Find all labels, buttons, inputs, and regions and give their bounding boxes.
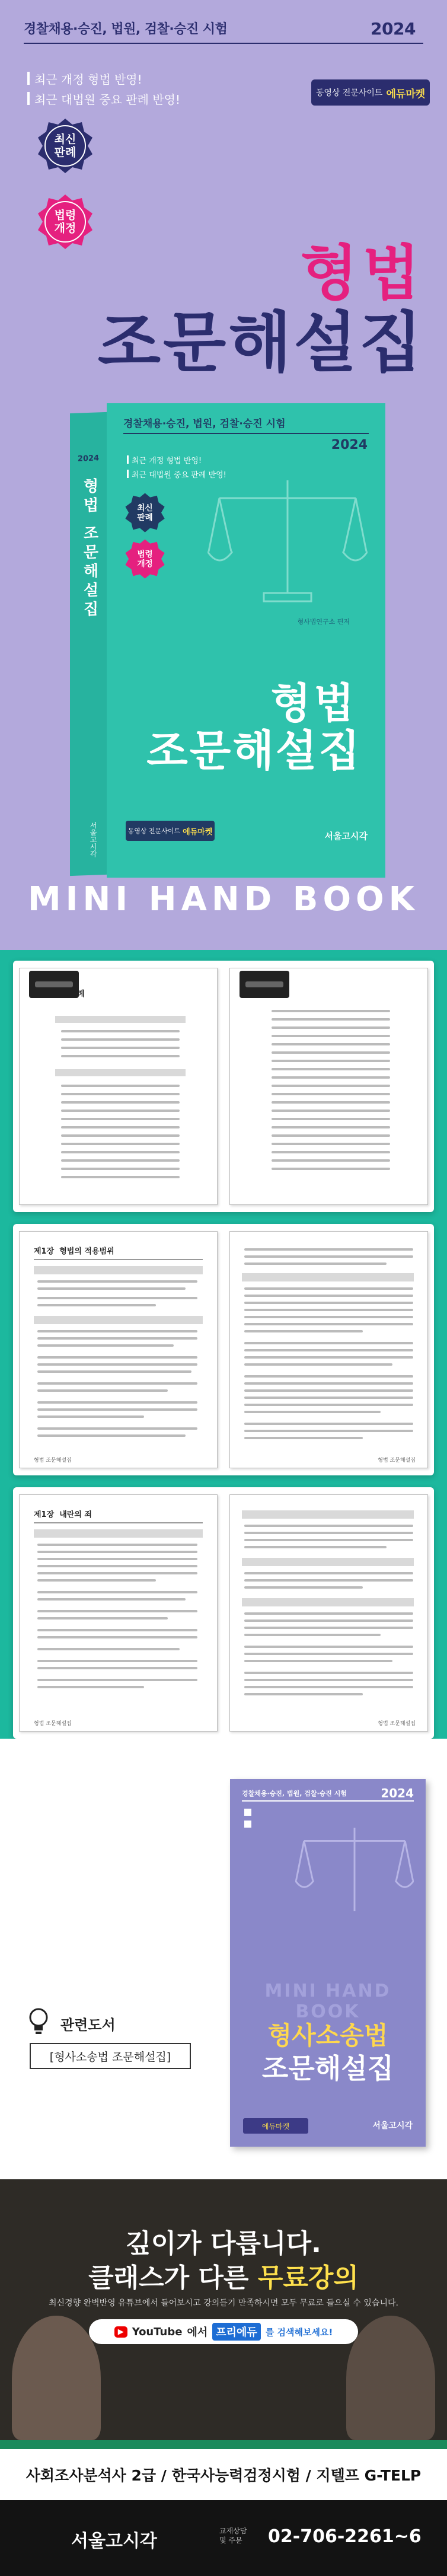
highlight-2: 최근 대법원 중요 판례 반영! xyxy=(27,90,180,107)
cover-title-line1: 형법 xyxy=(270,679,357,728)
chapter-title: 형법의 적용범위 xyxy=(59,1247,114,1256)
lightbulb-icon xyxy=(26,2007,51,2036)
insurrection-page-right xyxy=(229,1494,428,1732)
highlight-1: 최근 개정 형법 반영! xyxy=(27,70,142,87)
exam-subtitle: 경찰채용·승진, 법원, 검찰·승진 시험 2024 xyxy=(24,19,416,39)
scale-icon xyxy=(207,474,368,611)
chapter-title: 내란의 죄 xyxy=(59,1510,92,1519)
instructor-photo xyxy=(12,2316,101,2440)
toc-page-right xyxy=(229,968,428,1205)
phone-number[interactable]: 02-706-2261~6 xyxy=(268,2526,422,2547)
ad-subline: 최신경향 완벽반영 유튜브에서 들어보시고 강의듣기 만족하시면 모두 무료로 들으실 수 있습니다. xyxy=(49,2298,398,2308)
book-cover xyxy=(107,403,385,878)
cover-highlight-1: 최근 개정 형법 반영! xyxy=(127,454,202,466)
page-footer-label: 형법 조문해설집 xyxy=(378,1721,416,1727)
mini-hand-book-text: MINI HAND BOOK xyxy=(27,880,420,919)
cover-year: 2024 xyxy=(331,438,368,452)
publisher-logo: 서울고시각 xyxy=(71,2531,157,2552)
chapter1-preview-frame xyxy=(13,1224,434,1475)
toc-page-left xyxy=(19,968,218,1205)
page-footer-label: 형법 조문해설집 xyxy=(34,1458,72,1464)
preview-section xyxy=(0,950,447,1739)
search-keyword: 프리에듀 xyxy=(212,2323,261,2341)
toc-preview-frame xyxy=(13,961,434,1212)
cover-exam-line: 경찰채용·승진, 법원, 검찰·승진 시험 xyxy=(123,418,286,430)
chapter-insurrection-preview-frame xyxy=(13,1487,434,1739)
order-note: 교재상담 및 주문 xyxy=(219,2527,247,2545)
cover-edumarket-badge: 동영상 전문사이트 에듀마켓 xyxy=(126,821,215,841)
chapter-label: 제1장 xyxy=(34,1510,55,1519)
divider xyxy=(24,43,423,44)
youtube-search-banner[interactable]: ▶ YouTube 에서 프리에듀 를 검색해보세요! xyxy=(89,2319,358,2344)
related-book-cover[interactable]: 경찰채용·승진, 법원, 검찰·승진 시험 2024 MINI HAND BOOK 형사소송법 조문해설집 에듀마켓 서울고시각 xyxy=(230,1779,426,2147)
ad-headline-1: 깊이가 다릅니다. xyxy=(126,2229,321,2259)
edition-year: 2024 xyxy=(371,19,416,39)
edumarket-badge: 동영상 전문사이트 에듀마켓 xyxy=(311,79,430,106)
related-cover-title1: 형사소송법 xyxy=(267,2021,388,2050)
book-spine: 2024 형법 조문해설집 서울고시각 xyxy=(70,412,107,876)
chapter1-page-left xyxy=(19,1231,218,1468)
binder-clip-icon xyxy=(240,971,289,998)
youtube-icon: ▶ xyxy=(114,2326,127,2338)
chapter-label: 제1장 xyxy=(34,1247,55,1256)
related-book-name[interactable]: [형사소송법 조문해설집] xyxy=(30,2043,191,2069)
latest-case-seal: 최신 판례 xyxy=(37,117,94,174)
cover-highlight-2: 최근 대법원 중요 판례 반영! xyxy=(127,468,226,480)
scale-icon xyxy=(295,1821,414,1927)
book-title-line2: 조문해설집 xyxy=(97,305,424,381)
chapter1-page-right xyxy=(229,1231,428,1468)
page-footer-label: 형법 조문해설집 xyxy=(34,1721,72,1727)
toc-heading: 차 례 xyxy=(67,990,85,999)
footer xyxy=(0,2500,447,2576)
insurrection-page-left xyxy=(19,1494,218,1732)
exam-list-strip: 사회조사분석사 2급 / 한국사능력검정시험 / 지텔프 G-TELP xyxy=(0,2449,447,2500)
related-heading: 관련도서 xyxy=(60,2017,116,2033)
ad-headline-2: 클래스가 다른 무료강의 xyxy=(88,2263,359,2293)
cover-publisher: 서울고시각 xyxy=(324,831,368,841)
hero-section xyxy=(0,0,447,950)
related-cover-title2: 조문해설집 xyxy=(261,2052,394,2084)
instructor-photo xyxy=(346,2316,435,2440)
book-title-line1: 형법 xyxy=(300,238,424,308)
cover-law-revision-seal: 법령 개정 xyxy=(124,538,165,579)
cover-title-line2: 조문해설집 xyxy=(146,726,362,776)
law-revision-seal: 법령 개정 xyxy=(37,193,94,250)
page-footer-label: 형법 조문해설집 xyxy=(378,1458,416,1464)
cover-author: 형사법연구소 편저 xyxy=(297,618,350,626)
cover-latest-case-seal: 최신 판례 xyxy=(124,492,165,533)
